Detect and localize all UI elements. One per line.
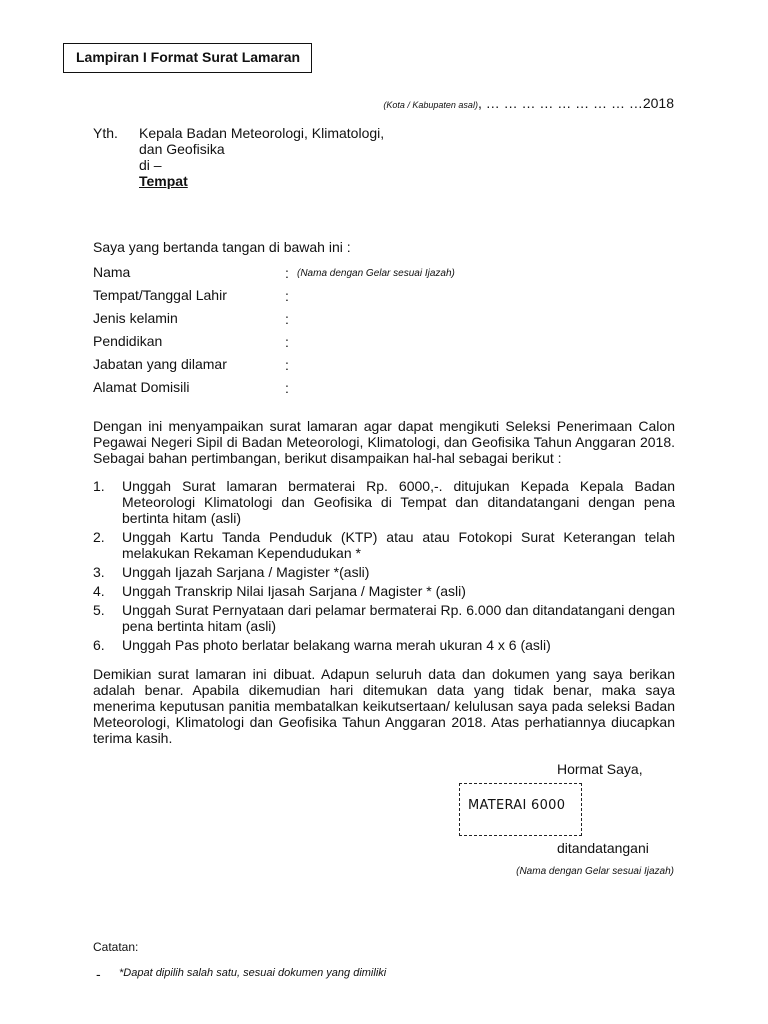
field-label-ttl: Tempat/Tanggal Lahir	[93, 287, 227, 303]
field-label-address: Alamat Domisili	[93, 379, 190, 395]
list-item-text: Unggah Ijazah Sarjana / Magister *(asli)	[122, 564, 370, 580]
closing-greeting: Hormat Saya,	[557, 761, 643, 777]
note-text: *Dapat dipilih salah satu, sesuai dokumen yang dimiliki	[119, 967, 387, 979]
list-item-text: Unggah Transkrip Nilai Ijasah Sarjana / Magister * (asli)	[122, 583, 466, 599]
list-item-number: 1.	[93, 478, 105, 494]
salutation: Yth.	[93, 125, 118, 141]
notes-label: Catatan:	[93, 940, 139, 954]
note-bullet: -	[96, 966, 101, 982]
list-item	[93, 602, 675, 634]
addressee-line-1: Kepala Badan Meteorologi, Klimatologi,	[139, 125, 385, 141]
field-colon-position: :	[285, 357, 289, 373]
intro-text: Saya yang bertanda tangan di bawah ini :	[93, 239, 351, 255]
attachment-title: Lampiran I Format Surat Lamaran	[76, 49, 301, 65]
field-colon-address: :	[285, 380, 289, 396]
list-item-text: Unggah Surat lamaran bermaterai Rp. 6000,-. ditujukan Kepada Kepala Badan Meteorologi Klimatologi dan Geofisika di Tempat dan ditandatangani dengan pena bertinta hitam (asli)	[122, 478, 675, 526]
field-colon-gender: :	[285, 311, 289, 327]
place-date-line	[383, 95, 674, 111]
list-item-text: Unggah Pas photo berlatar belakang warna merah ukuran 4 x 6 (asli)	[122, 637, 551, 653]
list-item	[93, 529, 675, 561]
list-item-number: 4.	[93, 583, 105, 599]
stamp-duty-label: MATERAI 6000	[468, 798, 566, 813]
paragraph-submission: Dengan ini menyampaikan surat lamaran agar dapat mengikuti Seleksi Penerimaan Calon Pegawai Negeri Sipil di Badan Meteorologi, Klimatologi, dan Geofisika Tahun Anggaran 2018. Sebagai bahan pertimbangan, berikut disampaikan hal-hal sebagai berikut :	[93, 418, 675, 466]
field-hint-nama: (Nama dengan Gelar sesuai Ijazah)	[297, 268, 455, 279]
list-item-number: 5.	[93, 602, 105, 618]
list-item	[93, 478, 675, 526]
list-item	[93, 637, 675, 653]
list-item-number: 2.	[93, 529, 105, 545]
signature-text: ditandatangani	[557, 840, 649, 856]
date-dots: , … … … … … … … … …	[477, 95, 643, 111]
field-label-education: Pendidikan	[93, 333, 163, 349]
field-colon-ttl: :	[285, 288, 289, 304]
attachment-title-box	[63, 43, 312, 73]
stamp-duty-box	[459, 783, 582, 836]
field-label-position: Jabatan yang dilamar	[93, 356, 227, 372]
signature-name-hint: (Nama dengan Gelar sesuai Ijazah)	[516, 866, 674, 877]
field-label-nama: Nama	[93, 264, 131, 280]
field-label-gender: Jenis kelamin	[93, 310, 178, 326]
list-item	[93, 564, 675, 580]
addressee-line-3: di –	[139, 157, 162, 173]
field-colon-education: :	[285, 334, 289, 350]
paragraph-closing: Demikian surat lamaran ini dibuat. Adapun seluruh data dan dokumen yang saya berikan adalah benar. Apabila dikemudian hari ditemukan data yang tidak benar, maka saya menerima keputusan panitia membatalkan keikutsertaan/ kelulusan saya pada seleksi Badan Meteorologi, Klimatologi dan Geofisika Tahun Anggaran 2018. Atas perhatiannya diucapkan terima kasih.	[93, 666, 675, 746]
requirements-list	[93, 478, 675, 656]
list-item-number: 6.	[93, 637, 105, 653]
date-year: 2018	[642, 95, 674, 111]
list-item-number: 3.	[93, 564, 105, 580]
list-item-text: Unggah Kartu Tanda Penduduk (KTP) atau atau Fotokopi Surat Keterangan telah melakukan Rekaman Kependudukan *	[122, 529, 675, 561]
list-item-text: Unggah Surat Pernyataan dari pelamar bermaterai Rp. 6.000 dan ditandatangani dengan pena bertinta hitam (asli)	[122, 602, 675, 634]
addressee-line-2: dan Geofisika	[139, 141, 225, 157]
addressee-block	[139, 125, 384, 189]
list-item	[93, 583, 675, 599]
place-hint: (Kota / Kabupaten asal)	[383, 100, 478, 110]
field-colon-nama: :	[285, 265, 289, 281]
addressee-place: Tempat	[139, 173, 188, 189]
